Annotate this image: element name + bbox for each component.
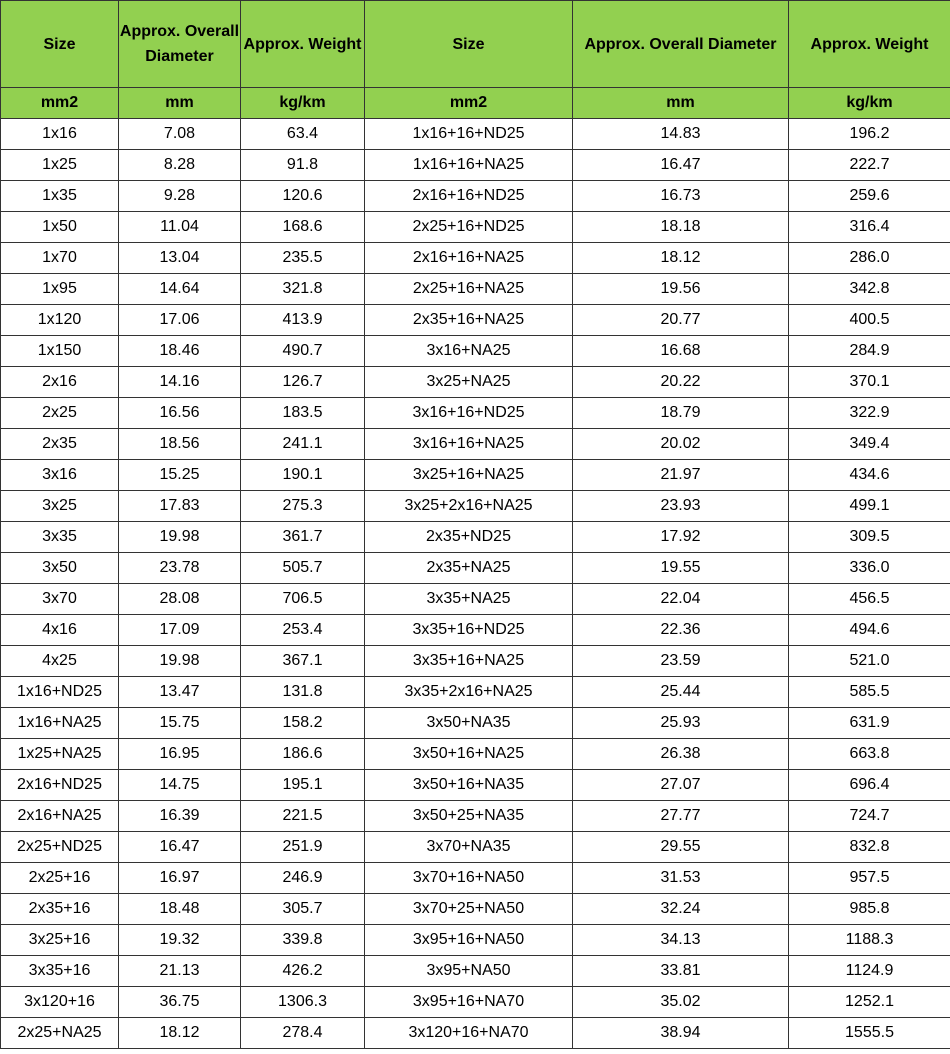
cell-weight: 706.5 (241, 584, 365, 615)
cell-diameter: 14.75 (119, 770, 241, 801)
cell-weight-2: 342.8 (789, 274, 950, 305)
cell-weight: 221.5 (241, 801, 365, 832)
table-row (1, 367, 950, 398)
cell-weight-2: 259.6 (789, 181, 950, 212)
cell-weight: 426.2 (241, 956, 365, 987)
cell-diameter-2: 14.83 (573, 119, 789, 150)
cell-size: 4x16 (1, 615, 119, 646)
cell-weight-2: 349.4 (789, 429, 950, 460)
cell-size: 3x35 (1, 522, 119, 553)
cell-diameter-2: 23.93 (573, 491, 789, 522)
cell-diameter: 15.25 (119, 460, 241, 491)
cell-size: 1x25 (1, 150, 119, 181)
table-body (1, 119, 950, 1049)
cell-weight-2: 400.5 (789, 305, 950, 336)
header-row (1, 1, 950, 88)
cell-diameter-2: 34.13 (573, 925, 789, 956)
unit-size-2: mm2 (365, 88, 573, 119)
cell-diameter-2: 21.97 (573, 460, 789, 491)
cell-weight-2: 499.1 (789, 491, 950, 522)
cell-weight: 339.8 (241, 925, 365, 956)
cell-diameter-2: 25.93 (573, 708, 789, 739)
cell-diameter-2: 19.55 (573, 553, 789, 584)
cell-size: 2x16+ND25 (1, 770, 119, 801)
cell-weight: 413.9 (241, 305, 365, 336)
cell-size-2: 3x95+16+NA70 (365, 987, 573, 1018)
cell-size: 2x25+16 (1, 863, 119, 894)
cell-size-2: 2x35+16+NA25 (365, 305, 573, 336)
cell-size-2: 3x16+16+ND25 (365, 398, 573, 429)
cell-diameter: 13.47 (119, 677, 241, 708)
cell-weight-2: 696.4 (789, 770, 950, 801)
cell-weight: 131.8 (241, 677, 365, 708)
cell-weight-2: 370.1 (789, 367, 950, 398)
cell-weight: 126.7 (241, 367, 365, 398)
cell-diameter-2: 22.36 (573, 615, 789, 646)
cell-weight: 278.4 (241, 1018, 365, 1049)
cell-size: 2x25+NA25 (1, 1018, 119, 1049)
unit-weight-2: kg/km (789, 88, 950, 119)
cell-diameter-2: 35.02 (573, 987, 789, 1018)
table-row (1, 181, 950, 212)
cell-diameter-2: 29.55 (573, 832, 789, 863)
cell-weight-2: 985.8 (789, 894, 950, 925)
cell-weight: 361.7 (241, 522, 365, 553)
cell-size: 1x16 (1, 119, 119, 150)
table-row (1, 491, 950, 522)
cell-size-2: 2x35+ND25 (365, 522, 573, 553)
table-row (1, 460, 950, 491)
cell-weight-2: 286.0 (789, 243, 950, 274)
cell-size-2: 2x25+16+NA25 (365, 274, 573, 305)
cell-diameter: 14.64 (119, 274, 241, 305)
table-row (1, 584, 950, 615)
cell-diameter-2: 16.47 (573, 150, 789, 181)
cell-size-2: 3x35+16+ND25 (365, 615, 573, 646)
table-row (1, 212, 950, 243)
cell-size-2: 3x35+16+NA25 (365, 646, 573, 677)
cell-diameter-2: 27.07 (573, 770, 789, 801)
cell-diameter: 36.75 (119, 987, 241, 1018)
units-row (1, 88, 950, 119)
cell-weight-2: 957.5 (789, 863, 950, 894)
cell-weight-2: 1188.3 (789, 925, 950, 956)
cell-size-2: 1x16+16+ND25 (365, 119, 573, 150)
cell-diameter: 16.47 (119, 832, 241, 863)
table-row (1, 646, 950, 677)
cell-size-2: 3x16+16+NA25 (365, 429, 573, 460)
cell-size-2: 2x16+16+NA25 (365, 243, 573, 274)
cell-size: 1x25+NA25 (1, 739, 119, 770)
cell-diameter-2: 26.38 (573, 739, 789, 770)
cell-weight: 246.9 (241, 863, 365, 894)
cell-diameter-2: 18.18 (573, 212, 789, 243)
table-row (1, 832, 950, 863)
cell-diameter: 16.97 (119, 863, 241, 894)
cell-weight: 241.1 (241, 429, 365, 460)
cell-weight: 158.2 (241, 708, 365, 739)
cell-size: 1x50 (1, 212, 119, 243)
cell-size: 4x25 (1, 646, 119, 677)
cell-size: 3x25+16 (1, 925, 119, 956)
cell-diameter: 11.04 (119, 212, 241, 243)
cell-size: 2x35+16 (1, 894, 119, 925)
cell-diameter-2: 31.53 (573, 863, 789, 894)
table-row (1, 274, 950, 305)
header-overall-diameter: Approx. Overall Diameter (119, 1, 241, 88)
cell-weight-2: 222.7 (789, 150, 950, 181)
cell-weight: 235.5 (241, 243, 365, 274)
cell-diameter: 16.95 (119, 739, 241, 770)
cell-size: 1x35 (1, 181, 119, 212)
cell-diameter-2: 38.94 (573, 1018, 789, 1049)
cell-weight-2: 434.6 (789, 460, 950, 491)
cell-diameter-2: 25.44 (573, 677, 789, 708)
cell-weight: 186.6 (241, 739, 365, 770)
cell-weight: 63.4 (241, 119, 365, 150)
cell-diameter: 16.39 (119, 801, 241, 832)
cell-diameter-2: 18.79 (573, 398, 789, 429)
table-row (1, 1018, 950, 1049)
cell-weight: 367.1 (241, 646, 365, 677)
unit-size: mm2 (1, 88, 119, 119)
cell-diameter: 13.04 (119, 243, 241, 274)
cell-size-2: 3x35+NA25 (365, 584, 573, 615)
table-row (1, 863, 950, 894)
cell-diameter-2: 20.22 (573, 367, 789, 398)
header-size-2: Size (365, 1, 573, 88)
cell-weight: 305.7 (241, 894, 365, 925)
cell-diameter: 21.13 (119, 956, 241, 987)
cell-size-2: 3x70+NA35 (365, 832, 573, 863)
table-row (1, 894, 950, 925)
cell-weight: 190.1 (241, 460, 365, 491)
cell-diameter: 17.83 (119, 491, 241, 522)
cell-diameter: 19.98 (119, 646, 241, 677)
cell-size: 2x16 (1, 367, 119, 398)
cell-weight: 251.9 (241, 832, 365, 863)
cell-size-2: 3x50+25+NA35 (365, 801, 573, 832)
header-weight-2: Approx. Weight (789, 1, 950, 88)
cell-size-2: 3x70+25+NA50 (365, 894, 573, 925)
cell-size-2: 1x16+16+NA25 (365, 150, 573, 181)
cell-size-2: 3x70+16+NA50 (365, 863, 573, 894)
cell-weight: 321.8 (241, 274, 365, 305)
cell-size: 2x35 (1, 429, 119, 460)
cell-size: 3x35+16 (1, 956, 119, 987)
table-row (1, 398, 950, 429)
cell-weight: 490.7 (241, 336, 365, 367)
table-row (1, 522, 950, 553)
table-row (1, 677, 950, 708)
table-row (1, 801, 950, 832)
cell-weight: 168.6 (241, 212, 365, 243)
cell-diameter: 17.06 (119, 305, 241, 336)
cell-diameter-2: 23.59 (573, 646, 789, 677)
table-row (1, 987, 950, 1018)
cell-diameter-2: 20.77 (573, 305, 789, 336)
cell-weight-2: 456.5 (789, 584, 950, 615)
cell-size-2: 3x50+16+NA25 (365, 739, 573, 770)
cell-diameter-2: 20.02 (573, 429, 789, 460)
cell-size-2: 3x95+NA50 (365, 956, 573, 987)
cell-diameter: 19.32 (119, 925, 241, 956)
table-row (1, 150, 950, 181)
cell-weight-2: 309.5 (789, 522, 950, 553)
cell-weight-2: 316.4 (789, 212, 950, 243)
cell-size-2: 2x25+16+ND25 (365, 212, 573, 243)
cell-weight: 91.8 (241, 150, 365, 181)
unit-diameter-2: mm (573, 88, 789, 119)
cell-weight-2: 336.0 (789, 553, 950, 584)
cell-size-2: 3x35+2x16+NA25 (365, 677, 573, 708)
cell-weight: 275.3 (241, 491, 365, 522)
cell-size-2: 3x25+NA25 (365, 367, 573, 398)
table-row (1, 739, 950, 770)
cell-size-2: 3x16+NA25 (365, 336, 573, 367)
cell-size: 2x25+ND25 (1, 832, 119, 863)
cell-diameter-2: 16.73 (573, 181, 789, 212)
cell-weight: 505.7 (241, 553, 365, 584)
header-weight: Approx. Weight (241, 1, 365, 88)
cell-diameter: 28.08 (119, 584, 241, 615)
cell-weight-2: 832.8 (789, 832, 950, 863)
cell-diameter-2: 22.04 (573, 584, 789, 615)
unit-diameter: mm (119, 88, 241, 119)
cell-size: 3x50 (1, 553, 119, 584)
cell-diameter: 18.48 (119, 894, 241, 925)
cell-diameter-2: 19.56 (573, 274, 789, 305)
table-row (1, 305, 950, 336)
cell-size-2: 3x25+2x16+NA25 (365, 491, 573, 522)
cell-size-2: 3x95+16+NA50 (365, 925, 573, 956)
cell-size-2: 2x35+NA25 (365, 553, 573, 584)
cell-weight-2: 322.9 (789, 398, 950, 429)
cell-weight-2: 196.2 (789, 119, 950, 150)
cell-size: 1x16+ND25 (1, 677, 119, 708)
cell-diameter-2: 33.81 (573, 956, 789, 987)
cell-diameter: 19.98 (119, 522, 241, 553)
cell-weight-2: 631.9 (789, 708, 950, 739)
unit-weight: kg/km (241, 88, 365, 119)
cell-diameter-2: 16.68 (573, 336, 789, 367)
cell-diameter-2: 27.77 (573, 801, 789, 832)
cell-size-2: 3x25+16+NA25 (365, 460, 573, 491)
cell-weight: 183.5 (241, 398, 365, 429)
cell-diameter: 18.12 (119, 1018, 241, 1049)
cell-size: 3x25 (1, 491, 119, 522)
cell-diameter-2: 32.24 (573, 894, 789, 925)
cell-weight: 195.1 (241, 770, 365, 801)
cell-diameter: 15.75 (119, 708, 241, 739)
cell-weight-2: 724.7 (789, 801, 950, 832)
cell-weight-2: 284.9 (789, 336, 950, 367)
table-row (1, 615, 950, 646)
cell-diameter-2: 18.12 (573, 243, 789, 274)
cell-weight-2: 521.0 (789, 646, 950, 677)
cell-size: 1x95 (1, 274, 119, 305)
header-size: Size (1, 1, 119, 88)
table-row (1, 429, 950, 460)
header-overall-diameter-2: Approx. Overall Diameter (573, 1, 789, 88)
cell-diameter: 23.78 (119, 553, 241, 584)
cell-weight-2: 1555.5 (789, 1018, 950, 1049)
cell-diameter: 7.08 (119, 119, 241, 150)
cell-diameter: 8.28 (119, 150, 241, 181)
cell-size: 1x16+NA25 (1, 708, 119, 739)
table-row (1, 119, 950, 150)
cell-diameter: 18.46 (119, 336, 241, 367)
cell-weight-2: 494.6 (789, 615, 950, 646)
cell-size: 1x150 (1, 336, 119, 367)
cell-weight-2: 1252.1 (789, 987, 950, 1018)
cell-size: 3x16 (1, 460, 119, 491)
cell-weight-2: 585.5 (789, 677, 950, 708)
table-row (1, 770, 950, 801)
table-row (1, 708, 950, 739)
cell-size-2: 2x16+16+ND25 (365, 181, 573, 212)
cell-size: 1x120 (1, 305, 119, 336)
cell-size: 3x120+16 (1, 987, 119, 1018)
cell-size-2: 3x120+16+NA70 (365, 1018, 573, 1049)
cell-size: 2x25 (1, 398, 119, 429)
cell-diameter: 14.16 (119, 367, 241, 398)
cell-size: 2x16+NA25 (1, 801, 119, 832)
table-row (1, 243, 950, 274)
cell-weight-2: 1124.9 (789, 956, 950, 987)
cell-size-2: 3x50+NA35 (365, 708, 573, 739)
cell-size: 3x70 (1, 584, 119, 615)
cell-weight: 253.4 (241, 615, 365, 646)
cell-size: 1x70 (1, 243, 119, 274)
table-row (1, 336, 950, 367)
cell-size-2: 3x50+16+NA35 (365, 770, 573, 801)
cell-weight-2: 663.8 (789, 739, 950, 770)
cell-diameter: 17.09 (119, 615, 241, 646)
table-row (1, 925, 950, 956)
cell-weight: 120.6 (241, 181, 365, 212)
cell-diameter-2: 17.92 (573, 522, 789, 553)
cell-diameter: 16.56 (119, 398, 241, 429)
table-row (1, 553, 950, 584)
cell-diameter: 18.56 (119, 429, 241, 460)
table-row (1, 956, 950, 987)
cell-weight: 1306.3 (241, 987, 365, 1018)
cell-diameter: 9.28 (119, 181, 241, 212)
